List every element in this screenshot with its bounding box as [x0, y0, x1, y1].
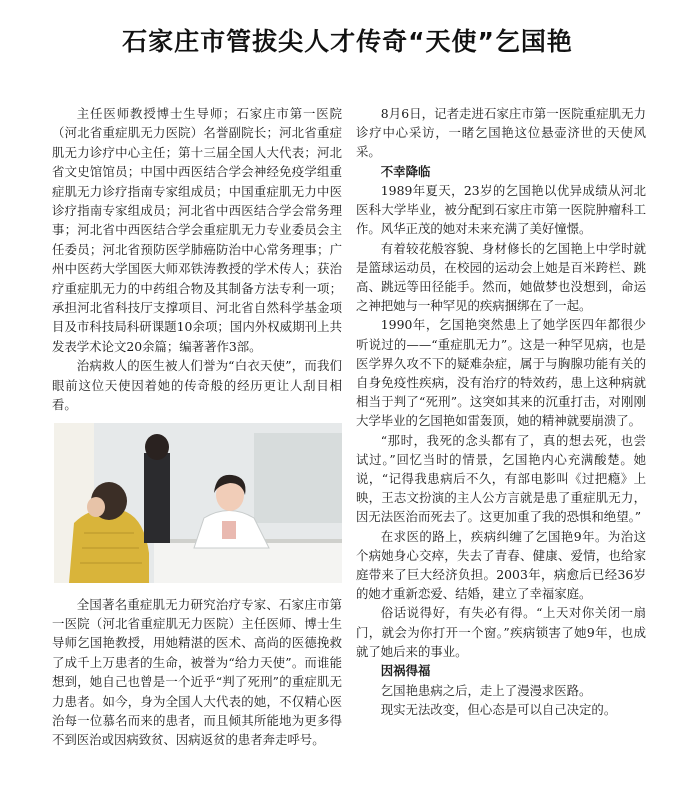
paragraph: “那时，我死的念头都有了，真的想去死，也尝试过。”回忆当时的情景，乞国艳内心充满酸楚。她说，“记得我患病后不久，有部电影叫《过把瘾》上映，王志文扮演的主人公方言就是患了重症肌无力，因无法医治而死去了。这更加重了我的恐惧和绝望。” — [356, 432, 646, 525]
paragraph: 全国著名重症肌无力研究治疗专家、石家庄市第一医院（河北省重症肌无力医院）主任医师、博士生导师乞国艳教授，用她精湛的医术、高尚的医德挽救了成千上万患者的生命，被誉为“给力天使”。而谁能想到，她自己也曾是一个近乎“判了死刑”的重症肌无力患者。如今，身为全国人大代表的她，不仅精心医治每一位慕名而来的患者，而且倾其所能地为更多得不到医治或因病致贫、因病返贫的患者奔走呼号。 — [52, 596, 342, 748]
paragraph: 俗话说得好，有失必有得。“上天对你关闭一扇门，就会为你打开一个窗。”疾病锁害了她9年，也成就了她后来的事业。 — [356, 605, 646, 659]
intro-paragraph: 主任医师教授博士生导师；石家庄市第一医院（河北省重症肌无力医院）名誉副院长；河北省重症肌无力诊疗中心主任；第十三届全国人大代表；河北省文史馆馆员；中国中西医结合学会神经免疫学组重症肌无力诊疗指南专家组成员；中国重症肌无力中医诊疗指南专家组成员；河北省中西医结合学会常务理事；河北省中西医结合学会重症肌无力专业委员会主任委员；河北省预防医学肺癌防治中心常务理事；广州中医药大学国医大师邓铁涛教授的学术传人；获治疗重症肌无力的中药组合物及其制备方法专利一项；承担河北省科技厅支撑项目、河北省自然科学基金项目及市科技局科研课题10余项；国内外权威期刊上共发表学术论文20余篇；编著著作3部。 — [52, 106, 342, 354]
paragraph: 治病救人的医生被人们誉为“白衣天使”，而我们眼前这位天使因着她的传奇般的经历更让人刮目相看。 — [52, 358, 342, 413]
paragraph: 乞国艳患病之后，走上了漫漫求医路。 — [380, 682, 592, 698]
paragraph: 在求医的路上，疾病纠缠了乞国艳9年。为治这个病她身心交瘁，失去了青春、健康、爱情，也给家庭带来了巨大经济负担。2003年，病愈后已经36岁的她才重新恋爱、结婚，建立了幸福家庭。 — [356, 528, 646, 602]
section-heading: 不幸降临 — [380, 163, 431, 179]
right-column — [356, 104, 646, 719]
paragraph: 有着较花般容貌、身材修长的乞国艳上中学时就是篮球运动员，在校园的运动会上她是百米跨栏、跳高、跳远等田径能手。然而，她做梦也没想到，命运之神把她与一种罕见的疾病捆绑在了一起。 — [356, 240, 646, 314]
left-column — [52, 104, 342, 750]
article-photo — [54, 423, 342, 583]
paragraph: 现实无法改变，但心态是可以自己决定的。 — [380, 701, 617, 717]
paragraph: 1990年，乞国艳突然患上了她学医四年都很少听说过的——“重症肌无力”。这是一种罕见病，也是医学界久攻不下的疑难杂症，属于与胸腺功能有关的自身免疫性疾病，没有治疗的特效药，患上这种病就相当于判了“死刑”。这突如其来的沉重打击，对刚刚大学毕业的乞国艳如雷轰顶，她的精神就要崩溃了。 — [356, 317, 646, 429]
paragraph: 1989年夏天，23岁的乞国艳以优异成绩从河北医科大学毕业，被分配到石家庄市第一医院肿瘤科工作。风华正茂的她对未来充满了美好憧憬。 — [356, 183, 646, 237]
paragraph: 8月6日，记者走进石家庄市第一医院重症肌无力诊疗中心采访，一睹乞国艳这位悬壶济世的天使风采。 — [356, 106, 646, 160]
section-heading: 因祸得福 — [380, 663, 431, 679]
article-title: 石家庄市管拔尖人才传奇“天使”乞国艳 — [122, 27, 573, 56]
photo-doctor-with-patient-icon — [54, 423, 342, 583]
